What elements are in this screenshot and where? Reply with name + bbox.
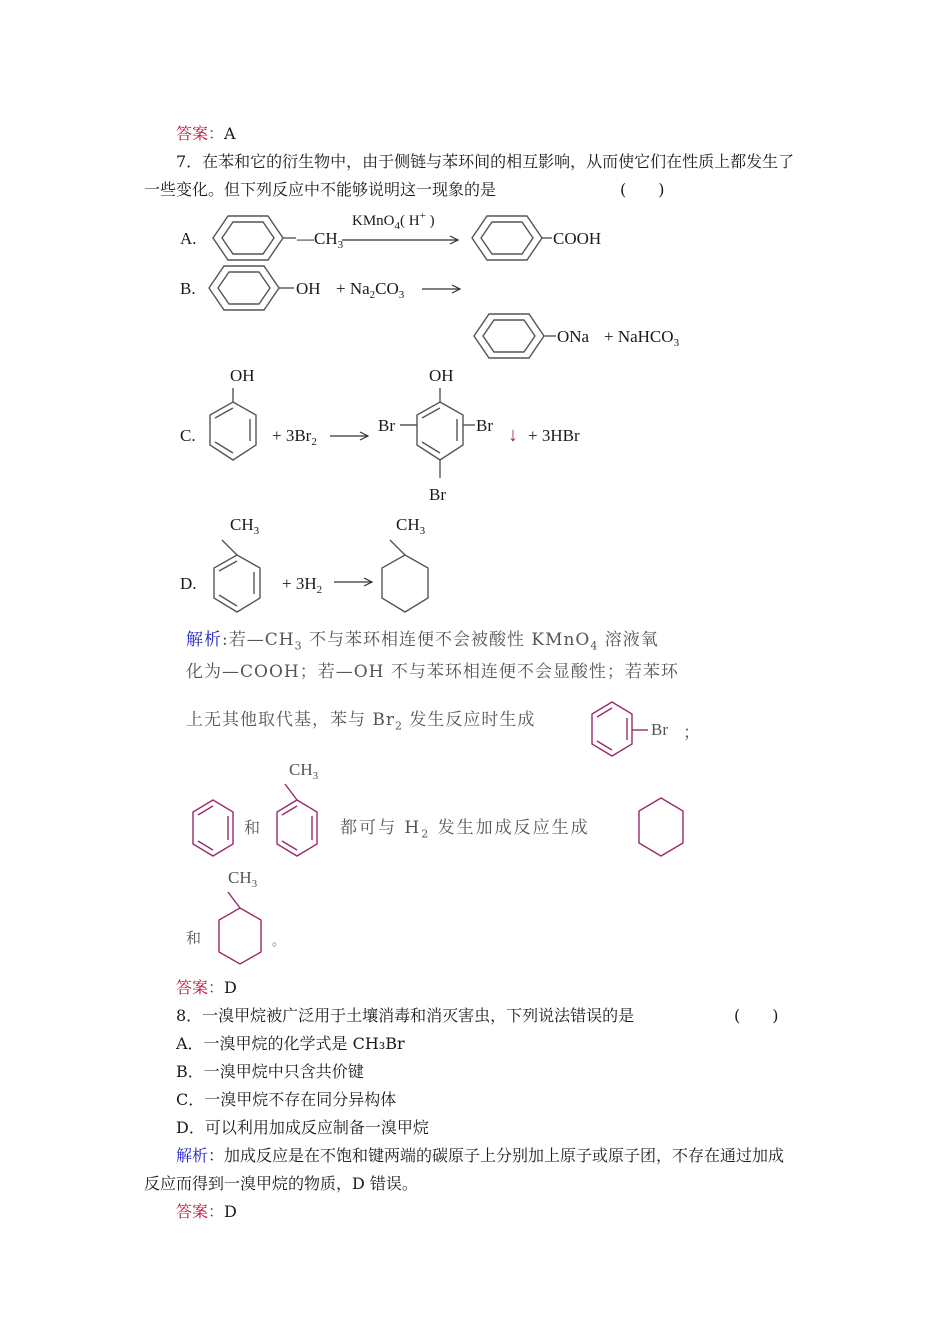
option-b-byproduct: + NaHCO$_3$ xyxy=(604,327,680,349)
option-a-methyl: $—CH_3$ xyxy=(297,229,344,251)
analysis-toluene-methyl: $CH_3$ xyxy=(289,760,319,782)
q8-answer: 答案：D xyxy=(176,1202,237,1221)
option-d-reagent: + $3H_2$ xyxy=(282,574,323,596)
option-c-phenol xyxy=(210,388,256,460)
option-b-arrow xyxy=(422,285,460,293)
option-b-product-group: ONa xyxy=(557,327,590,346)
analysis-line3-end: ； xyxy=(683,723,700,742)
analysis-line1: 解析:若$—CH_3$ 不与苯环相连便不会被酸性 KMnO$_4$ 溶液氧 xyxy=(186,630,659,653)
q8-stem: 8．一溴甲烷被广泛用于土壤消毒和消灭害虫，下列说法错误的是 xyxy=(176,1006,635,1025)
option-a-benzene xyxy=(213,216,296,260)
option-c-product-oh: OH xyxy=(429,366,454,385)
option-d-methylcyclohexane xyxy=(382,540,428,612)
option-b-oh: OH xyxy=(296,279,321,298)
option-a-product-ring xyxy=(472,216,552,260)
q7-stem-line1: 7．在苯和它的衍生物中，由于侧链与苯环间的相互影响，从而使它们在性质上都发生了 xyxy=(176,152,795,171)
q8-option-a: A．一溴甲烷的化学式是 CH₃Br xyxy=(176,1034,405,1053)
option-c-oh: OH xyxy=(230,366,255,385)
option-c-br-left: Br xyxy=(378,416,395,435)
analysis-and-2: 和 xyxy=(186,929,202,947)
option-c-reagent: + $3Br_2$ xyxy=(272,426,317,448)
q8-analysis-line2: 反应而得到一溴甲烷的物质，D 错误。 xyxy=(144,1174,418,1193)
q7-stem-line2: 一些变化。但下列反应中不能够说明这一现象的是 xyxy=(144,180,497,199)
analysis-toluene xyxy=(277,784,317,856)
analysis-methylcyclohexane xyxy=(219,892,261,964)
q8-option-b: B．一溴甲烷中只含共价键 xyxy=(176,1062,364,1081)
option-c-arrow xyxy=(330,432,368,440)
analysis-cyclohexane xyxy=(639,798,683,856)
option-d-toluene xyxy=(214,540,260,612)
option-a-arrow xyxy=(342,236,458,244)
option-c-br-bottom: Br xyxy=(429,485,446,504)
q8-blank: ( ) xyxy=(734,1006,779,1025)
option-a-label: A. xyxy=(180,229,197,248)
option-c-label: C. xyxy=(180,426,196,445)
option-b-reagent: + $Na_2CO_3$ xyxy=(336,279,405,301)
analysis-benzene xyxy=(193,800,233,856)
option-c-tribromophenol xyxy=(400,388,475,478)
analysis-and-1: 和 xyxy=(244,818,261,837)
q8-analysis-line1: 解析：加成反应是在不饱和键两端的碳原子上分别加上原子或原子团，不存在通过加成 xyxy=(176,1146,785,1165)
option-c-precipitate-arrow: ↓ xyxy=(508,424,518,446)
q7-answer: 答案：D xyxy=(176,978,237,997)
option-d-methyl: $CH_3$ xyxy=(230,515,260,537)
q8-option-d: D．可以利用加成反应制备一溴甲烷 xyxy=(176,1118,429,1137)
analysis-line4: 都可与 $H_2$ 发生加成反应生成 xyxy=(340,818,590,841)
option-d-arrow xyxy=(334,578,372,586)
analysis-line2: 化为—COOH；若—OH 不与苯环相连便不会显酸性；若苯环 xyxy=(186,662,679,682)
analysis-period: 。 xyxy=(272,934,286,949)
analysis-line3: 上无其他取代基，苯与 $Br_2$ 发生反应时生成 xyxy=(186,710,536,733)
q8-option-c: C．一溴甲烷不存在同分异构体 xyxy=(176,1090,397,1109)
analysis-bromobenzene xyxy=(592,702,648,756)
option-a-reagent: KMnO$_4$( H+ ) xyxy=(352,210,435,232)
option-b-label: B. xyxy=(180,279,196,298)
option-b-product-ring xyxy=(474,314,556,358)
analysis-methylcyclohexane-methyl: $CH_3$ xyxy=(228,868,258,890)
option-a-product-group: COOH xyxy=(553,229,602,248)
option-c-br-right: Br xyxy=(476,416,493,435)
q7-blank: ( ) xyxy=(620,180,665,199)
analysis-bromobenzene-br: Br xyxy=(651,720,668,739)
prev-answer: 答案：A xyxy=(176,124,236,143)
option-d-product-methyl: $CH_3$ xyxy=(396,515,426,537)
option-b-phenol xyxy=(209,266,294,310)
option-d-label: D. xyxy=(180,574,197,593)
option-c-hbr: + 3HBr xyxy=(528,426,580,445)
